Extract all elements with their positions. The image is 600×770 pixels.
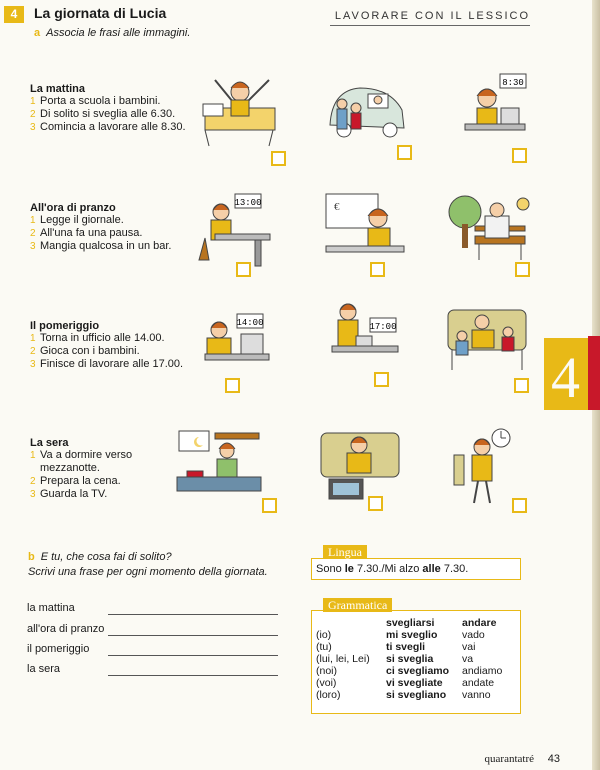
instruction-letter: a xyxy=(34,27,41,39)
grammatica-header: Grammatica xyxy=(323,598,392,612)
write-line-pomeriggio[interactable] xyxy=(108,655,278,656)
table-header-row: svegliarsi andare xyxy=(386,617,497,629)
clock-display: 8:30 xyxy=(502,78,524,88)
table-row: (tu) ti svegli vai xyxy=(316,641,476,653)
block-title: All'ora di pranzo xyxy=(30,202,116,214)
match-checkbox[interactable] xyxy=(514,378,529,393)
instruction-b xyxy=(28,551,172,563)
clock-display: 17:00 xyxy=(369,322,397,332)
starting-work-illustration xyxy=(445,68,535,150)
instruction-b-task: Scrivi una frase per ogni momento della giornata. xyxy=(28,566,268,578)
header-rule xyxy=(330,25,530,26)
write-label: all'ora di pranzo xyxy=(27,623,105,635)
preparing-dinner-illustration xyxy=(175,425,265,507)
match-checkbox[interactable] xyxy=(271,151,286,166)
block-title: Il pomeriggio xyxy=(30,320,100,332)
lingua-header: Lingua xyxy=(323,545,367,559)
table-row: (voi) vi svegliate andate xyxy=(316,677,495,689)
block-title: La sera xyxy=(30,437,69,449)
write-line-pranzo[interactable] xyxy=(108,635,278,636)
block-mattina xyxy=(30,83,186,134)
instruction-text: Associa le frasi alle immagini. xyxy=(46,27,191,39)
lingua-example: Sono le 7.30./Mi alzo alle 7.30. xyxy=(316,563,469,575)
woman-waking-up-illustration xyxy=(195,68,285,150)
going-to-bed-illustration xyxy=(440,425,530,507)
list-item: 1 Torna in ufficio alle 14.00. xyxy=(30,332,165,344)
table-row: (io) mi sveglio vado xyxy=(316,629,485,641)
back-to-office-illustration xyxy=(185,300,275,382)
list-item: 2 Gioca con i bambini. xyxy=(30,345,140,357)
page-title: La giornata di Lucia xyxy=(34,5,167,21)
list-item: 3 Finisce di lavorare alle 17.00. xyxy=(30,358,184,370)
block-sera xyxy=(30,437,150,501)
match-checkbox[interactable] xyxy=(370,262,385,277)
table-row: (noi) ci svegliamo andiamo xyxy=(316,665,503,677)
table-row: (loro) si svegliano vanno xyxy=(316,689,491,701)
conjugation-table xyxy=(316,617,510,701)
instruction-a xyxy=(34,27,190,39)
table-row: (lui, lei, Lei) si sveglia va xyxy=(316,653,474,665)
match-checkbox[interactable] xyxy=(397,145,412,160)
list-item: 3 Guarda la TV. xyxy=(30,488,108,500)
category-label: LAVORARE CON IL LESSICO xyxy=(334,10,530,22)
match-checkbox[interactable] xyxy=(512,498,527,513)
list-item: 1 Porta a scuola i bambini. xyxy=(30,95,161,107)
match-checkbox[interactable] xyxy=(225,378,240,393)
list-item: 2 Di solito si sveglia alle 6.30. xyxy=(30,108,176,120)
unit-tab-number: 4 xyxy=(551,345,580,410)
page-number-word: quarantatré xyxy=(484,753,534,765)
taking-kids-to-school-illustration xyxy=(320,70,410,152)
match-checkbox[interactable] xyxy=(374,372,389,387)
instruction-b-question: E tu, che cosa fai di solito? xyxy=(40,551,172,563)
svg-text:€: € xyxy=(334,201,340,213)
match-checkbox[interactable] xyxy=(236,262,251,277)
block-pranzo xyxy=(30,202,171,253)
block-pomeriggio xyxy=(30,320,183,371)
reading-newspaper-illustration xyxy=(445,188,535,270)
instruction-letter: b xyxy=(28,551,35,563)
lunch-break-illustration xyxy=(185,188,275,270)
write-label: la sera xyxy=(27,663,61,675)
match-checkbox[interactable] xyxy=(512,148,527,163)
section-number-badge: 4 xyxy=(4,6,24,23)
write-label: la mattina xyxy=(27,602,75,614)
playing-with-kids-illustration xyxy=(442,300,532,382)
match-checkbox[interactable] xyxy=(262,498,277,513)
write-label: il pomeriggio xyxy=(27,643,90,655)
watching-tv-illustration xyxy=(315,425,405,507)
clock-display: 14:00 xyxy=(236,318,264,328)
clock-display: 13:00 xyxy=(234,198,262,208)
list-item: 3 Comincia a lavorare alle 8.30. xyxy=(30,121,186,133)
list-item: 1 Va a dormire verso mezzanotte. xyxy=(30,449,133,474)
write-line-sera[interactable] xyxy=(108,675,278,676)
finishing-work-illustration xyxy=(320,296,410,378)
page-number: 43 xyxy=(547,753,560,765)
list-item: 2 Prepara la cena. xyxy=(30,475,121,487)
unit-tab-red-strip xyxy=(588,336,600,410)
match-checkbox[interactable] xyxy=(368,496,383,511)
block-title: La mattina xyxy=(30,83,86,95)
write-line-mattina[interactable] xyxy=(108,614,278,615)
list-item: 2 All'una fa una pausa. xyxy=(30,227,143,239)
match-checkbox[interactable] xyxy=(515,262,530,277)
eating-at-bar-illustration xyxy=(320,188,410,270)
list-item: 3 Mangia qualcosa in un bar. xyxy=(30,240,172,252)
list-item: 1 Legge il giornale. xyxy=(30,214,124,226)
